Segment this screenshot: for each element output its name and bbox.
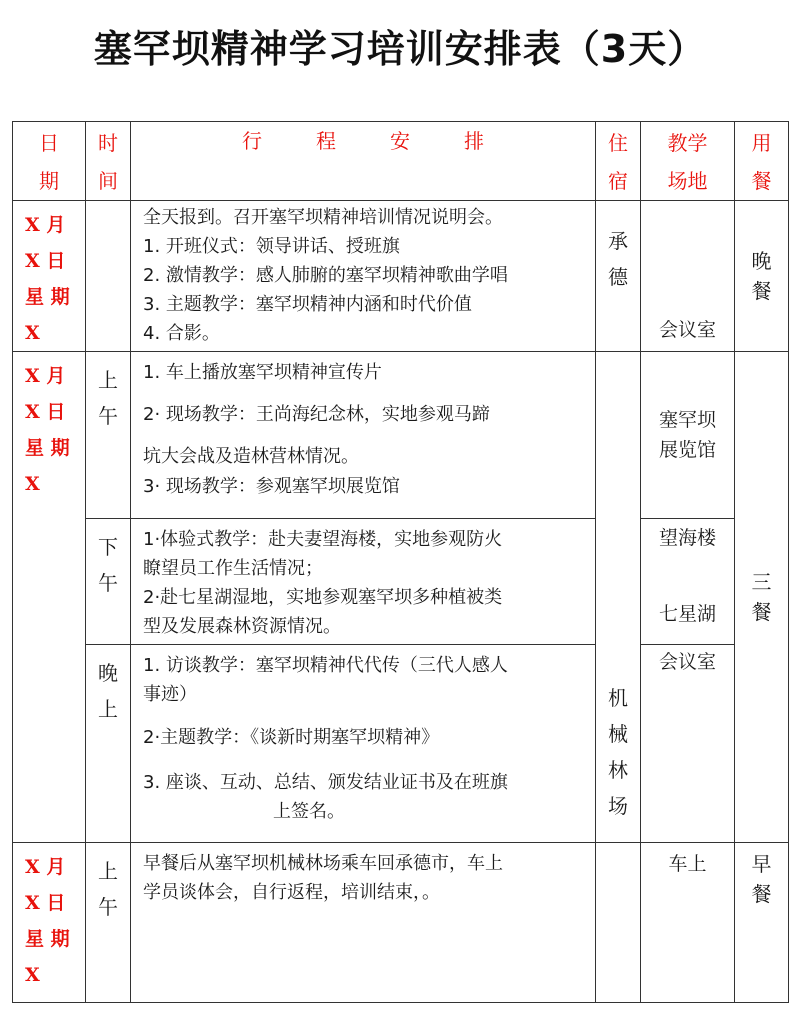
header-schedule: 行程安排 — [131, 122, 596, 201]
day2-evening-time: 晚 上 — [86, 645, 131, 843]
day2-lodging: 机 械 林 场 — [596, 352, 641, 843]
day2-morning-time: 上 午 — [86, 352, 131, 519]
day1-meal: 晚 餐 — [735, 201, 789, 352]
day1-row — [13, 201, 789, 352]
day3-date: X 月 X 日 星 期 X — [13, 843, 86, 1003]
day3-venue: 车上 — [641, 843, 735, 1003]
header-venue: 教学 场地 — [641, 122, 735, 201]
day3-row — [13, 843, 789, 1003]
day2-evening-venue: 会议室 — [641, 645, 735, 843]
day1-lodging: 承 德 — [596, 201, 641, 352]
day1-venue: 会议室 — [641, 201, 735, 352]
day2-afternoon-time: 下 午 — [86, 519, 131, 645]
header-lodging: 住 宿 — [596, 122, 641, 201]
header-row — [13, 122, 789, 201]
day2-morning-schedule: 1. 车上播放塞罕坝精神宣传片 2· 现场教学：王尚海纪念林，实地参观马蹄 坑大会战及造林营林情况。 3· 现场教学：参观塞罕坝展览馆 — [131, 352, 596, 519]
day3-lodging — [596, 843, 641, 1003]
day1-schedule: 全天报到。召开塞罕坝精神培训情况说明会。 1. 开班仪式：领导讲话、授班旗 2. 激情教学：感人肺腑的塞罕坝精神歌曲学唱 3. 主题教学：塞罕坝精神内涵和时代价值 4. 合影。 — [131, 201, 596, 352]
day1-date: X 月 X 日 星 期 X — [13, 201, 86, 352]
page-title: 塞罕坝精神学习培训安排表（3天） — [93, 27, 707, 71]
header-time: 时 间 — [86, 122, 131, 201]
day3-time: 上 午 — [86, 843, 131, 1003]
day2-morning-venue: 塞罕坝 展览馆 — [641, 352, 735, 519]
schedule-table — [12, 121, 789, 1003]
day3-schedule: 早餐后从塞罕坝机械林场乘车回承德市，车上 学员谈体会，自行返程，培训结束，。 — [131, 843, 596, 1003]
day2-date: X 月 X 日 星 期 X — [13, 352, 86, 843]
day2-evening-schedule: 1. 访谈教学：塞罕坝精神代代传（三代人感人 事迹） 2·主题教学：《谈新时期塞罕坝精神》 3. 座谈、互动、总结、颁发结业证书及在班旗 上签名。 — [131, 645, 596, 843]
header-date: 日 期 — [13, 122, 86, 201]
day2-meal: 三 餐 — [735, 352, 789, 843]
day3-meal: 早 餐 — [735, 843, 789, 1003]
day2-afternoon-schedule: 1·体验式教学：赴夫妻望海楼，实地参观防火 瞭望员工作生活情况； 2·赴七星湖湿地，实地参观塞罕坝多种植被类 型及发展森林资源情况。 — [131, 519, 596, 645]
day2-afternoon-row — [13, 519, 789, 645]
day2-evening-row — [13, 645, 789, 843]
day2-afternoon-venue: 望海楼 七星湖 — [641, 519, 735, 645]
day2-morning-row — [13, 352, 789, 519]
day1-time — [86, 201, 131, 352]
header-meal: 用 餐 — [735, 122, 789, 201]
